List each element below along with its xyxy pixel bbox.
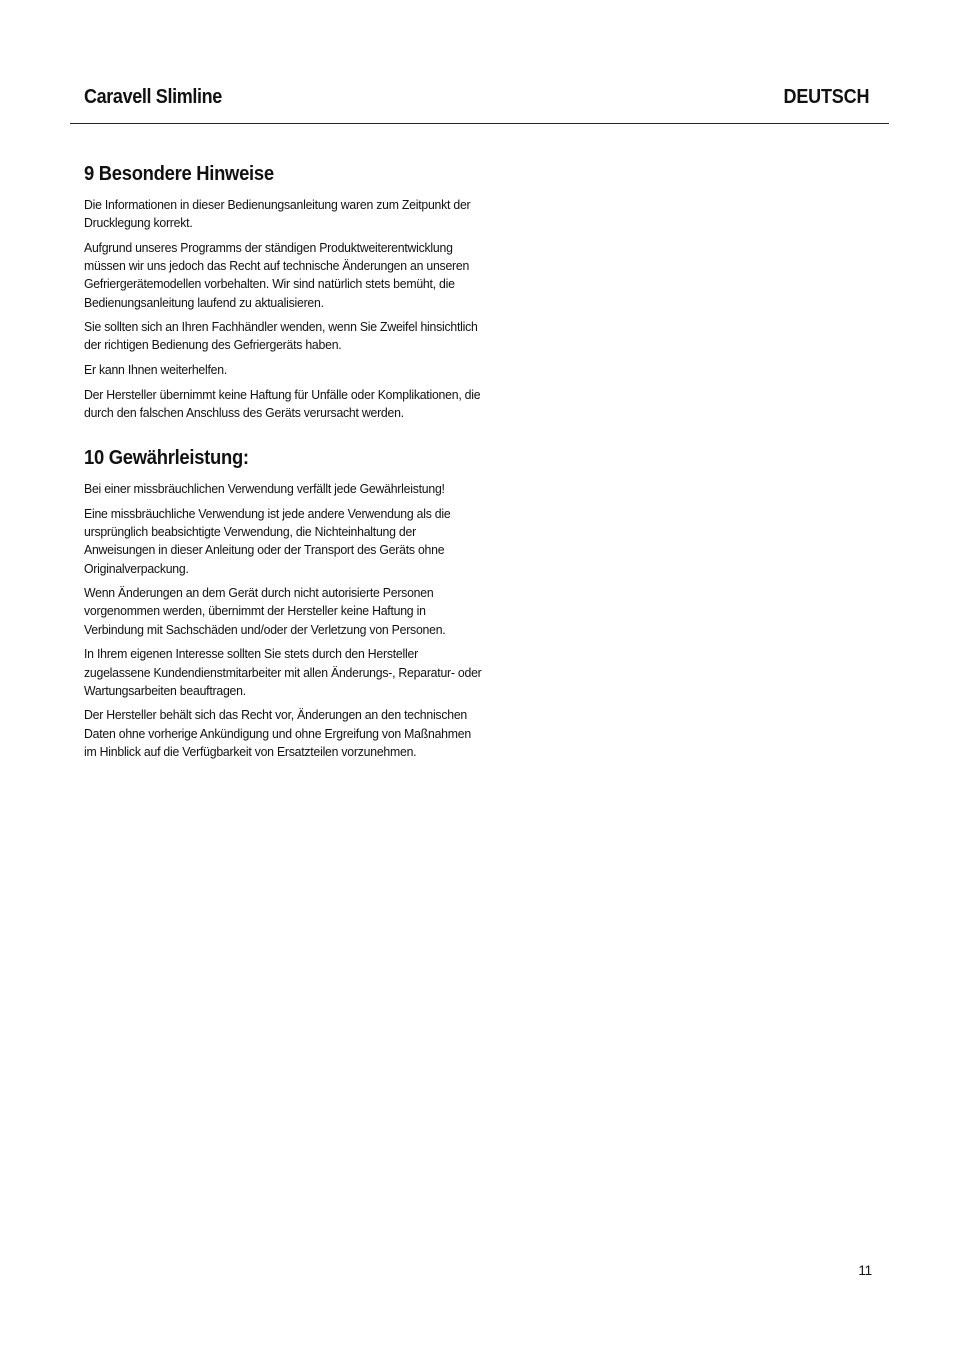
section-title: 10 Gewährleistung: [84, 447, 249, 470]
paragraph: Er kann Ihnen weiterhelfen. [84, 362, 228, 378]
paragraph: In Ihrem eigenen Interesse sollten Sie stets durch den Hersteller zugelassene Kundendienstmitarbeiter mit allen Änderungs-, Reparatur- oder Wartungsarbeiten beauftragen. [84, 646, 482, 698]
paragraph: Bei einer missbräuchlichen Verwendung verfällt jede Gewährleistung! [84, 481, 445, 497]
section-warranty [84, 444, 484, 761]
page-number: 11 [858, 1263, 872, 1278]
paragraph: Aufgrund unseres Programms der ständigen Produktweiterentwicklung müssen wir uns jedoch das Recht auf technische Änderungen an unseren Gefriergerätemodellen vorbehalten. Wir sind natürlich stets bemüht, die Bedienungsanleitung laufend zu aktualisieren. [84, 239, 470, 310]
page-header [70, 84, 889, 124]
language-label: DEUTSCH [783, 86, 869, 108]
section-special-notes [84, 160, 484, 422]
paragraph: Die Informationen in dieser Bedienungsanleitung waren zum Zeitpunkt der Drucklegung korrekt. [84, 197, 471, 231]
paragraph: Der Hersteller übernimmt keine Haftung für Unfälle oder Komplikationen, die durch den falschen Anschluss des Geräts verursacht werden. [84, 386, 481, 421]
paragraph: Sie sollten sich an Ihren Fachhändler wenden, wenn Sie Zweifel hinsichtlich der richtigen Bedienung des Gefriergeräts haben. [84, 319, 478, 353]
paragraph: Eine missbräuchliche Verwendung ist jede andere Verwendung als die ursprünglich beabsichtigte Verwendung, die Nichteinhaltung der Anweisungen in dieser Anleitung oder der Transport des Geräts ohne Originalverpackung. [84, 505, 451, 576]
main-content [84, 160, 484, 768]
paragraph: Der Hersteller behält sich das Recht vor, Änderungen an den technischen Daten ohne vorherige Ankündigung und ohne Ergreifung von Maßnahmen im Hinblick auf die Verfügbarkeit von Ersatzteilen vorzunehmen. [84, 707, 471, 759]
paragraph: Wenn Änderungen an dem Gerät durch nicht autorisierte Personen vorgenommen werden, übernimmt der Hersteller keine Haftung in Verbindung mit Sachschäden und/oder der Verletzung von Personen. [84, 585, 446, 637]
document-title: Caravell Slimline [84, 86, 222, 108]
section-title: 9 Besondere Hinweise [84, 163, 274, 185]
